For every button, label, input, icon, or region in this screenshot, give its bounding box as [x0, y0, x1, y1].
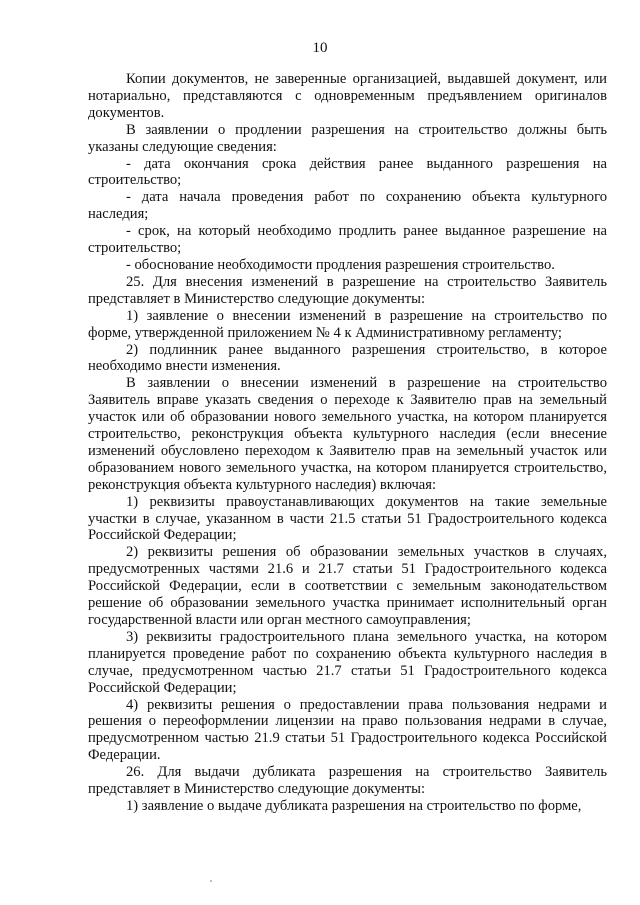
- paragraph-extension-intro: В заявлении о продлении разрешения на строительство должны быть указаны следующие сведения:: [88, 121, 607, 155]
- clause-25: 25. Для внесения изменений в разрешение на строительство Заявитель представляет в Министерство следующие документы:: [88, 273, 607, 307]
- clause-25-item-2: 2) подлинник ранее выданного разрешения строительство, в которое необходимо внести изменения.: [88, 341, 607, 375]
- details-item-1: 1) реквизиты правоустанавливающих документов на такие земельные участки в случае, указанном в части 21.5 статьи 51 Градостроительного кодекса Российской Федерации;: [88, 493, 607, 544]
- clause-25-item-1: 1) заявление о внесении изменений в разрешение на строительство по форме, утвержденной приложением № 4 к Административному регламенту;: [88, 307, 607, 341]
- details-item-2: 2) реквизиты решения об образовании земельных участков в случаях, предусмотренных частями 21.6 и 21.7 статьи 51 Градостроительного кодекса Российской Федерации, если в соответствии с земельным законодательством решение об образовании земельного участка принимает исполнительный орган государственной власти или орган местного самоуправления;: [88, 544, 607, 628]
- page-number: 10: [312, 40, 328, 56]
- list-item-extension-term: - срок, на который необходимо продлить ранее выданное разрешение на строительство;: [88, 223, 607, 257]
- paragraph-copies-note: Копии документов, не заверенные организацией, выдавшей документ, или нотариально, представляются с одновременным предъявлением оригиналов документов.: [88, 71, 607, 121]
- list-item-justification: - обоснование необходимости продления разрешения строительство.: [126, 256, 555, 273]
- list-item-start-date: - дата начала проведения работ по сохранению объекта культурного наследия;: [88, 189, 607, 223]
- details-item-3: 3) реквизиты градостроительного плана земельного участка, на котором планируется проведение работ по сохранению объекта культурного наследия в случае, предусмотренном частью 21.7 статьи 51 Градостроительного кодекса Российской Федерации;: [88, 628, 607, 696]
- list-item-expiry-date: - дата окончания срока действия ранее выданного разрешения на строительство;: [88, 155, 607, 189]
- details-item-4: 4) реквизиты решения о предоставлении права пользования недрами и решения о переоформлении лицензии на право пользования недрами в случае, предусмотренном частью 21.9 статьи 51 Градостроительного кодекса Российской Федерации.: [88, 696, 607, 764]
- scan-speck: [210, 880, 212, 882]
- clause-26: 26. Для выдачи дубликата разрешения на строительство Заявитель представляет в Министерство следующие документы:: [88, 764, 607, 798]
- clause-26-item-1: 1) заявление о выдаче дубликата разрешения на строительство по форме,: [126, 797, 582, 814]
- paragraph-changes-details: В заявлении о внесении изменений в разрешение на строительство Заявитель вправе указать сведения о переходе к Заявителю прав на земельный участок или об образовании нового земельного участка, на котором планируется строительство, реконструкция объекта культурного наследия (если внесение изменений обусловлено переходом к Заявителю прав на земельный участок или образованием нового земельного участка, на котором планируется строительство, реконструкция объекта культурного наследия) включая:: [88, 375, 607, 493]
- body-text: [88, 71, 607, 815]
